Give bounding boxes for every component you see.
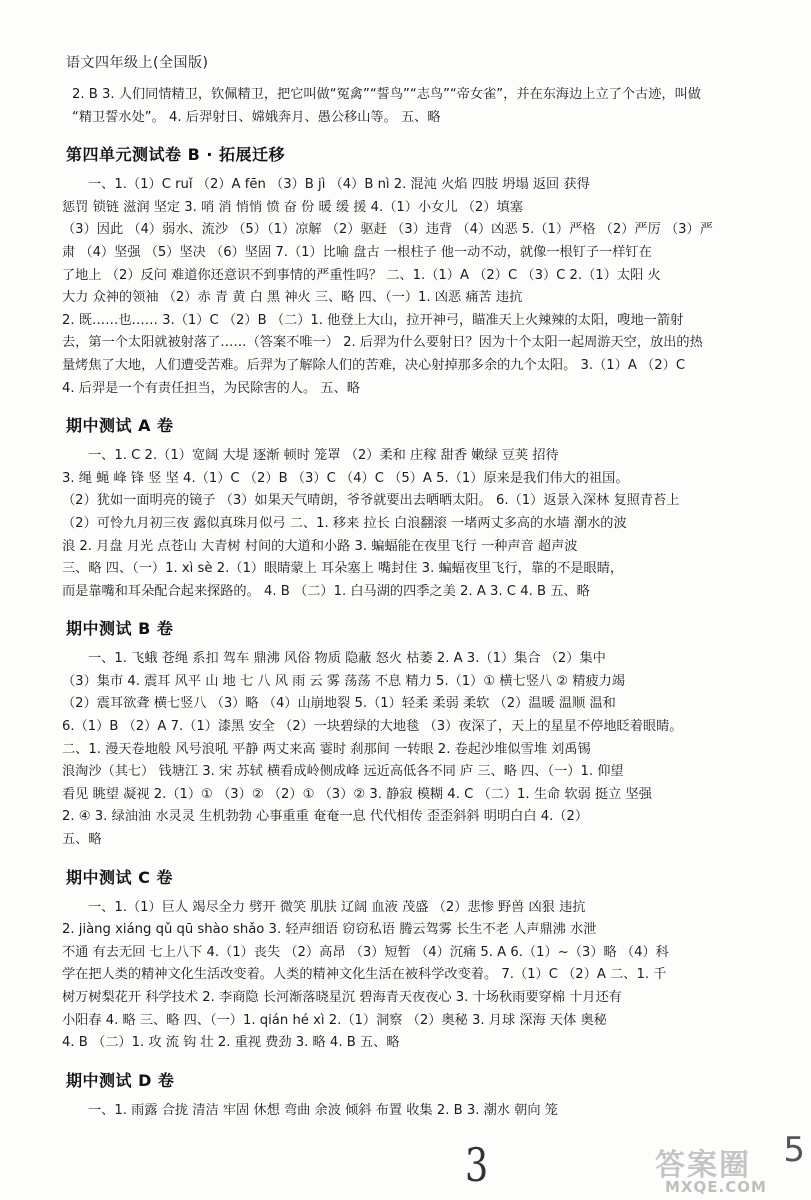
page-number: 3 — [464, 1138, 489, 1192]
text-line: 五、略 — [62, 832, 102, 848]
text-line: 一、1.（1）巨人 竭尽全力 劈开 微笑 肌肤 辽阔 血液 茂盛 （2）悲惨 野兽 凶狠 违抗 — [88, 899, 586, 915]
text-line: 惩罚 锁链 滋润 坚定 3. 哨 消 悄悄 愤 奋 份 暖 缓 援 4.（1）小女儿 （2）填塞 — [62, 199, 523, 215]
section-heading: 期中测试 B 卷 — [66, 619, 174, 639]
text-line: 2. 既……也…… 3.（1）C （2）B （二）1. 他登上大山，拉开神弓，瞄准天上火辣辣的太阳，嗖地一箭射 — [62, 312, 684, 328]
book-header: 语文四年级上(全国版) — [66, 55, 209, 71]
text-line: 学在把人类的精神文化生活改变着。人类的精神文化生活在被科学改变着。 7.（1）C （2）A 二、1. 千 — [62, 967, 667, 983]
text-line: 4. 后羿是一个有责任担当，为民除害的人。 五、略 — [62, 380, 360, 396]
section-body — [62, 1100, 782, 1123]
corner-mark: 5 — [783, 1130, 805, 1170]
text-line: 6.（1）B （2）A 7.（1）漆黑 安全 （2）一块碧绿的大地毯 （3）夜深了，天上的星星不停地眨着眼睛。 — [62, 719, 683, 735]
section-body — [62, 174, 782, 400]
text-line: 小阳春 4. 略 三、略 四、（一）1. qián hé xì 2.（1）洞察 （2）奥秘 3. 月球 深海 天体 奥秘 — [62, 1012, 607, 1028]
text-line: 3. 绳 蝇 峰 锋 竖 坚 4.（1）C （2）B （3）C （4）C （5）A 5.（1）原来是我们伟大的祖国。 — [62, 470, 629, 486]
text-line: 一、1.（1）C ruǐ （2）A fēn （3）B jì （4）B nì 2. 混沌 火焰 四肢 坍塌 返回 获得 — [88, 177, 590, 193]
section-body — [62, 648, 782, 851]
text-line: 浪淘沙（其七） 钱塘江 3. 宋 苏轼 横看成岭侧成峰 远近高低各不同 庐 三、略 四、（一）1. 仰望 — [62, 764, 624, 780]
text-line: （2）可怜九月初三夜 露似真珠月似弓 二、1. 移来 拉长 白浪翻滚 一堵两丈多高的水墙 潮水的波 — [62, 515, 627, 531]
text-line: 而是靠嘴和耳朵配合起来探路的。 4. B （二）1. 白马湖的四季之美 2. A 3. C 4. B 五、略 — [62, 583, 590, 599]
section-body — [62, 897, 782, 1055]
text-line: （3）集市 4. 震耳 风平 山 地 七 八 风 雨 云 雾 荡荡 不息 精力 5.（1）① 横七竖八 ② 精疲力竭 — [62, 673, 626, 689]
text-line: 树万树梨花开 科学技术 2. 李商隐 长河渐落晓星沉 碧海青天夜夜心 3. 十场秋雨要穿棉 十月还有 — [62, 990, 622, 1005]
text-line: （2）犹如一面明亮的镜子 （3）如果天气晴朗，爷爷就要出去晒晒太阳。 6.（1）返景入深林 复照青苔上 — [62, 493, 680, 509]
section-heading: 期中测试 C 卷 — [66, 867, 173, 887]
text-line: 浪 2. 月盘 月光 点苍山 大青树 村间的大道和小路 3. 蝙蝠能在夜里飞行 一种声音 超声波 — [62, 538, 578, 554]
text-line: 二、1. 漫天卷地般 风号浪吼 平静 两丈来高 霎时 刹那间 一转眼 2. 卷起沙堆似雪堆 刘禹锡 — [62, 741, 591, 757]
section-heading: 期中测试 A 卷 — [66, 416, 174, 436]
intro-paragraph — [62, 84, 782, 129]
text-line: 一、1. C 2.（1）宽阔 大堤 逐渐 顿时 笼罩 （2）柔和 庄稼 甜香 嫩绿 豆荚 招待 — [88, 448, 559, 464]
text-line: 2. ④ 3. 绿油油 水灵灵 生机勃勃 心事重重 奄奄一息 代代相传 歪歪斜斜 明明白白 4.（2） — [62, 809, 589, 825]
text-line: 看见 眺望 凝视 2.（1）① （3）② （2）① （3）② 3. 静寂 模糊 4. C （二）1. 生命 软弱 挺立 坚强 — [62, 786, 652, 802]
text-line: 4. B （二）1. 攻 流 钩 壮 2. 重视 费劲 3. 略 4. B 五、略 — [62, 1035, 400, 1051]
text-line: 三、略 四、（一）1. xì sè 2.（1）眼睛蒙上 耳朵塞上 嘴封住 3. 蝙蝠夜里飞行，靠的不是眼睛， — [62, 561, 624, 577]
text-line: 一、1. 雨露 合拢 清洁 牢固 休想 弯曲 余波 倾斜 布置 收集 2. B 3. 潮水 朝向 笼 — [88, 1102, 558, 1118]
text-line: 大力 众神的领袖 （2）赤 青 黄 白 黑 神火 三、略 四、（一）1. 凶恶 痛苦 违抗 — [62, 290, 523, 306]
watermark-logo: 答案圈 — [655, 1148, 751, 1183]
text-line: 一、1. 飞蛾 苍绳 系扣 驾车 鼎沸 风俗 物质 隐蔽 怒火 枯萎 2. A 3.（1）集合 （2）集中 — [88, 651, 606, 667]
text-line: 去，第一个太阳就被射落了……（答案不唯一） 2. 后羿为什么要射日？因为十个太阳一起周游天空，放出的热 — [62, 335, 703, 351]
section-heading: 期中测试 D 卷 — [66, 1070, 175, 1090]
text-line: 2. B 3. 人们同情精卫，钦佩精卫，把它叫做“冤禽”“誓鸟”“志鸟”“帝女雀”，并在东海边上立了个古迹，叫做 — [72, 87, 701, 102]
text-line: “精卫誓水处”。 4. 后羿射日、嫦娥奔月、愚公移山等。 五、略 — [72, 109, 441, 125]
text-line: 2. jiàng xiáng qǔ qū shào shǎo 3. 轻声细语 窃窃私语 腾云驾雾 长生不老 人声鼎沸 水泄 — [62, 922, 597, 938]
watermark — [655, 1140, 805, 1196]
section-body — [62, 445, 782, 603]
section-heading: 第四单元测试卷 B · 拓展迁移 — [66, 145, 285, 165]
text-line: 肃 （4）坚强 （5）坚决 （6）坚固 7.（1）比喻 盘古 一根柱子 他一动不动，就像一根钉子一样钉在 — [62, 244, 652, 260]
text-line: 不通 有去无回 七上八下 4.（1）丧失 （2）高昂 （3）短暂 （4）沉痛 5. A 6.（1）~（3）略 （4）科 — [62, 944, 669, 960]
text-line: 了地上 （2）反问 难道你还意识不到事情的严重性吗？ 二、1.（1）A （2）C （3）C 2.（1）太阳 火 — [62, 267, 661, 283]
watermark-url: MXQE.COM — [665, 1178, 767, 1196]
text-line: （3）因此 （4）弱水、流沙 （5）（1）凉解 （2）驱赶 （3）违背 （4）凶恶 5.（1）严格 （2）严厉 （3）严 — [62, 222, 713, 238]
text-line: 量烤焦了大地，人们遭受苦难。后羿为了解除人们的苦难，决心射掉那多余的九个太阳。 3.（1）A （2）C — [62, 357, 686, 373]
content-area — [62, 84, 782, 1122]
text-line: （2）震耳欲聋 横七竖八 （3）略 （4）山崩地裂 5.（1）轻柔 柔弱 柔软 （2）温暖 温顺 温和 — [62, 696, 616, 712]
